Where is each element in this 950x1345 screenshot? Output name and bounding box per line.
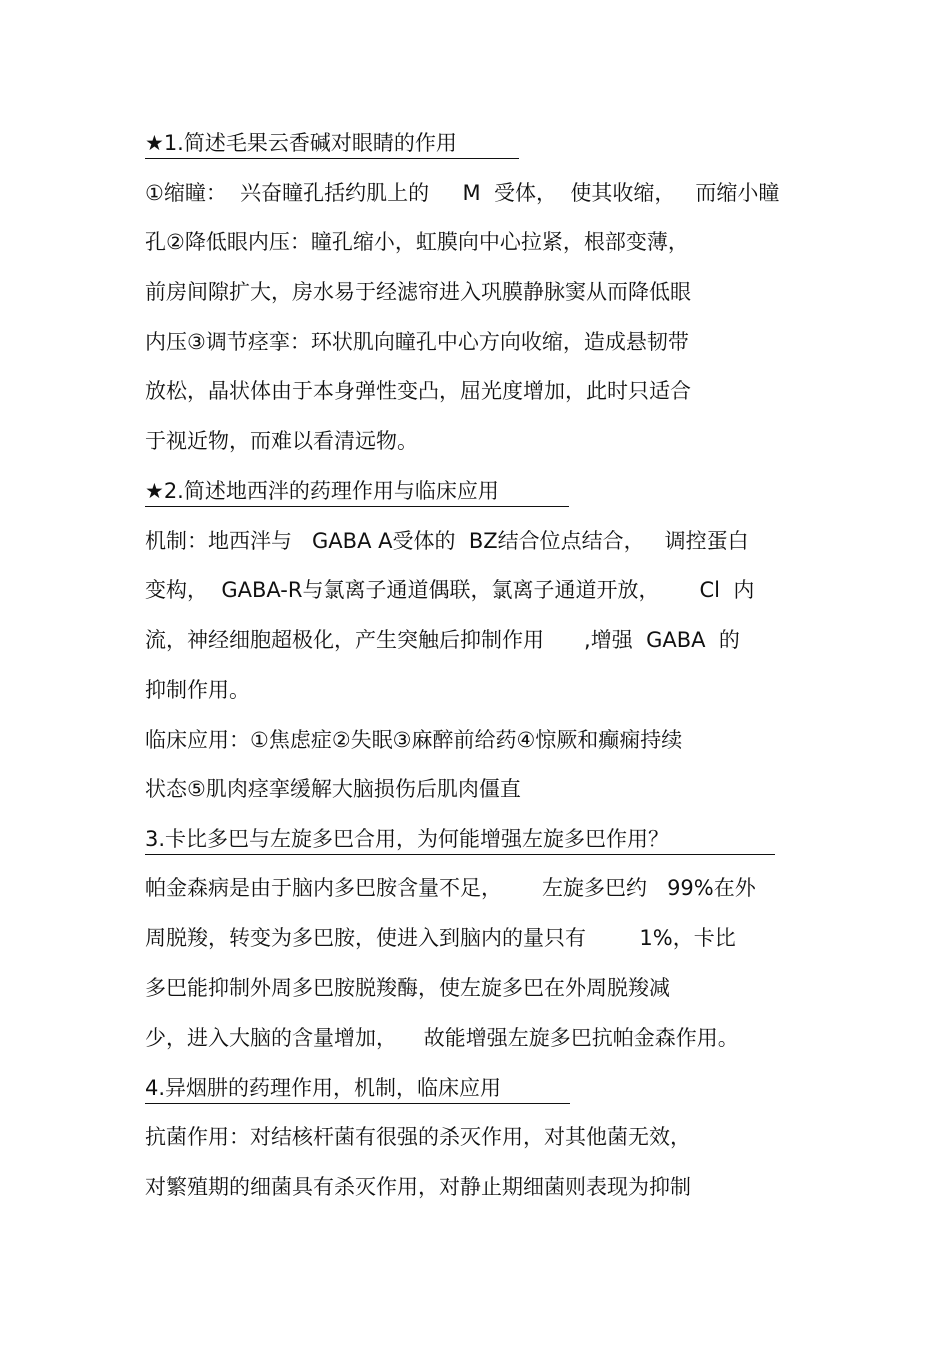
text-line: 帕金森病是由于脑内多巴胺含量不足， 左旋多巴约 99%在外 xyxy=(145,876,756,900)
text-line: 临床应用：①焦虑症②失眠③麻醉前给药④惊厥和癫痫持续 xyxy=(145,728,683,752)
text-line: 放松，晶状体由于本身弹性变凸，屈光度增加，此时只适合 xyxy=(145,379,691,403)
text-line: 周脱羧，转变为多巴胺，使进入到脑内的量只有 1%，卡比 xyxy=(145,926,736,950)
text-line: 多巴能抑制外周多巴胺脱羧酶，使左旋多巴在外周脱羧减 xyxy=(145,976,670,1000)
text-line: 抗菌作用：对结核杆菌有很强的杀灭作用，对其他菌无效， xyxy=(145,1125,691,1149)
text-line: 内压③调节痉挛：环状肌向瞳孔中心方向收缩，造成悬韧带 xyxy=(145,330,689,354)
heading-1: ★1.简述毛果云香碱对眼睛的作用 xyxy=(145,128,519,159)
text-line: 抑制作用。 xyxy=(145,678,250,702)
text-line: 状态⑤肌肉痉挛缓解大脑损伤后肌肉僵直 xyxy=(145,777,521,801)
text-line: 孔②降低眼内压：瞳孔缩小，虹膜向中心拉紧，根部变薄， xyxy=(145,230,689,254)
text-line: 于视近物，而难以看清远物。 xyxy=(145,429,418,453)
heading-2: ★2.简述地西泮的药理作用与临床应用 xyxy=(145,476,569,507)
text-line: 前房间隙扩大，房水易于经滤帘进入巩膜静脉窦从而降低眼 xyxy=(145,280,691,304)
text-line: 流，神经细胞超极化，产生突触后抑制作用 ,增强 GABA 的 xyxy=(145,628,740,652)
text-line: ①缩瞳： 兴奋瞳孔括约肌上的 M 受体， 使其收缩， 而缩小瞳 xyxy=(145,181,780,205)
text-line: 变构， GABA-R与氯离子通道偶联，氯离子通道开放， Cl 内 xyxy=(145,578,755,602)
text-line: 对繁殖期的细菌具有杀灭作用，对静止期细菌则表现为抑制 xyxy=(145,1175,691,1199)
text-line: 机制：地西泮与 GABA A受体的 BZ结合位点结合， 调控蛋白 xyxy=(145,529,749,553)
heading-4: 4.异烟肼的药理作用，机制，临床应用 xyxy=(145,1073,570,1104)
heading-3: 3.卡比多巴与左旋多巴合用，为何能增强左旋多巴作用？ xyxy=(145,824,775,855)
text-line: 少，进入大脑的含量增加， 故能增强左旋多巴抗帕金森作用。 xyxy=(145,1026,739,1050)
